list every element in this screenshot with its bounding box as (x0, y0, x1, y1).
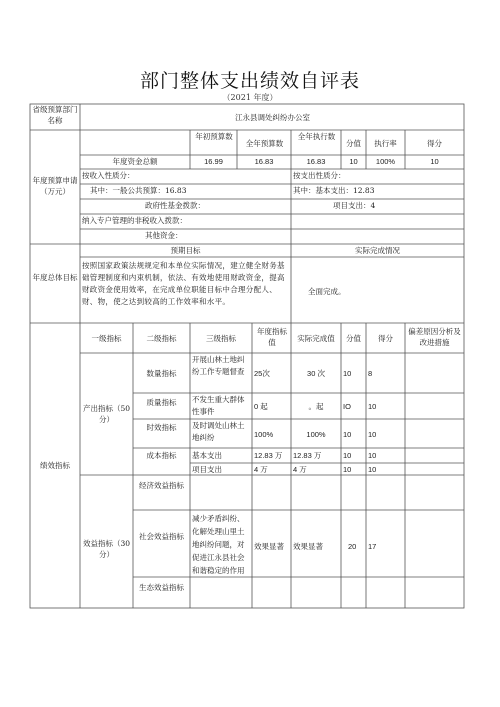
output-row-l2: 质量指标 (146, 398, 177, 407)
by-expense-label: 按支出性质分： (293, 171, 346, 180)
by-income-label: 按收入性质分： (82, 171, 135, 180)
output-row-actual: 30 次 (307, 369, 325, 378)
output-row-l2: 成本指标 (146, 451, 177, 460)
header-exec-rate: 执行率 (374, 139, 397, 148)
output-row-target: 0 起 (254, 402, 268, 411)
budget-group-label: 年度预算申请（万元） (32, 176, 78, 196)
output-row-target: 4 万 (254, 465, 268, 474)
total-funds-label: 年度资金总额 (112, 157, 158, 166)
output-row-actual: 12.83 万 (293, 451, 322, 460)
non-tax-label: 纳入专户管理的非税收入拨款： (82, 216, 187, 225)
dept-name-value: 江永县调处纠纷办公室 (235, 113, 310, 122)
output-row-l3: 基本支出 (192, 451, 222, 460)
output-row-target: 12.83 万 (254, 451, 283, 460)
perf-indicators-label: 绩效指标 (40, 461, 70, 470)
output-row-target: 100% (254, 430, 274, 439)
plan-header: 预期目标 (170, 246, 201, 255)
perf-header-l3: 三级指标 (206, 334, 236, 343)
overall-target-label: 年度总体目标 (32, 273, 78, 282)
perf-header-l1: 一级指标 (91, 334, 122, 343)
actual-header: 实际完成情况 (355, 246, 400, 255)
header-full-exec: 全年执行数 (297, 132, 336, 141)
output-row-actual: 。起 (308, 402, 324, 411)
total-score-weight: 10 (349, 157, 358, 166)
basic-expense-value: 其中：基本支出：12.83 (293, 186, 375, 195)
output-row-weight: 10 (343, 465, 352, 474)
benefit-row-target: 效果显著 (254, 542, 284, 551)
header-initial-budget: 年初预算数 (195, 132, 233, 141)
output-row-target: 25次 (254, 369, 270, 378)
benefit-row-score: 17 (368, 542, 377, 551)
header-score-weight: 分值 (346, 139, 361, 148)
benefit-row-weight: 20 (348, 542, 357, 551)
output-row-weight: 10 (343, 369, 352, 378)
public-budget-value: 其中：一般公共预算：16.83 (90, 186, 187, 195)
output-row-weight: 10 (343, 430, 352, 439)
total-score: 10 (430, 157, 439, 166)
output-row-score: 8 (368, 369, 373, 378)
year-label: （2021 年度） (222, 93, 278, 102)
perf-header-target: 年度指标值 (257, 327, 287, 347)
output-row-weight: 10 (343, 451, 352, 460)
perf-header-actual: 实际完成值 (297, 334, 335, 343)
other-funds-label: 其他资金： (145, 231, 183, 240)
output-row-score: 10 (368, 465, 377, 474)
output-row-weight: IO (343, 402, 351, 411)
total-full-exec: 16.83 (306, 157, 326, 166)
benefit-row-l2: 生态效益指标 (139, 583, 184, 592)
output-indicator-label: 产出指标（50分） (82, 404, 131, 424)
output-row-l2: 时效指标 (146, 423, 177, 432)
benefit-row-actual: 效果显著 (293, 542, 323, 551)
perf-header-l2: 二级指标 (146, 334, 177, 343)
benefit-indicator-label: 效益指标（30分） (82, 539, 131, 559)
perf-header-weight: 分值 (346, 334, 361, 343)
gov-fund-label: 政府性基金拨款： (145, 201, 205, 210)
dept-name-label: 省级预算部门名称 (32, 105, 78, 125)
benefit-row-l2: 社会效益指标 (139, 532, 184, 541)
output-row-score: 10 (368, 430, 377, 439)
output-row-l3: 项目支出 (192, 465, 222, 474)
total-initial: 16.99 (204, 157, 223, 166)
output-row-score: 10 (368, 402, 377, 411)
output-row-l3: 开展山林土地纠纷工作专题督查 (192, 355, 245, 376)
output-row-l2: 数量指标 (146, 369, 177, 378)
total-full-budget: 16.83 (254, 157, 274, 166)
output-row-actual: 4 万 (293, 465, 307, 474)
page-title: 部门整体支出绩效自评表 (139, 70, 360, 92)
benefit-row-l2: 经济效益指标 (139, 481, 184, 490)
output-row-actual: 100% (306, 430, 326, 439)
header-score: 得分 (427, 139, 442, 148)
actual-text: 全面完成。 (308, 287, 346, 296)
output-row-score: 10 (368, 451, 377, 460)
plan-text: 按照国家政策法规规定和本单位实际情况，建立健全财务基础管理制度和内束机制，依法、有效地使用财政资金，提高财政资金使用效率，在完成单位职能目标中合理分配人、财、物，使之达到较高的工作效率和水平。 (82, 261, 285, 306)
header-full-budget: 全年预算数 (245, 139, 284, 148)
perf-header-reason: 偏差原因分析及改进措施 (408, 327, 461, 347)
project-expense-value: 项目支出：4 (333, 201, 376, 210)
perf-header-score: 得分 (378, 334, 393, 343)
output-row-l3: 不发生重大群体性事件 (192, 395, 245, 416)
output-row-l3: 及时调处山林土地纠纷 (192, 421, 245, 442)
total-exec-rate: 100% (375, 157, 396, 166)
benefit-row-l3: 减少矛盾纠纷、化解处理山里土地纠纷问题，对促进江永县社会和谐稳定的作用 (192, 514, 245, 575)
